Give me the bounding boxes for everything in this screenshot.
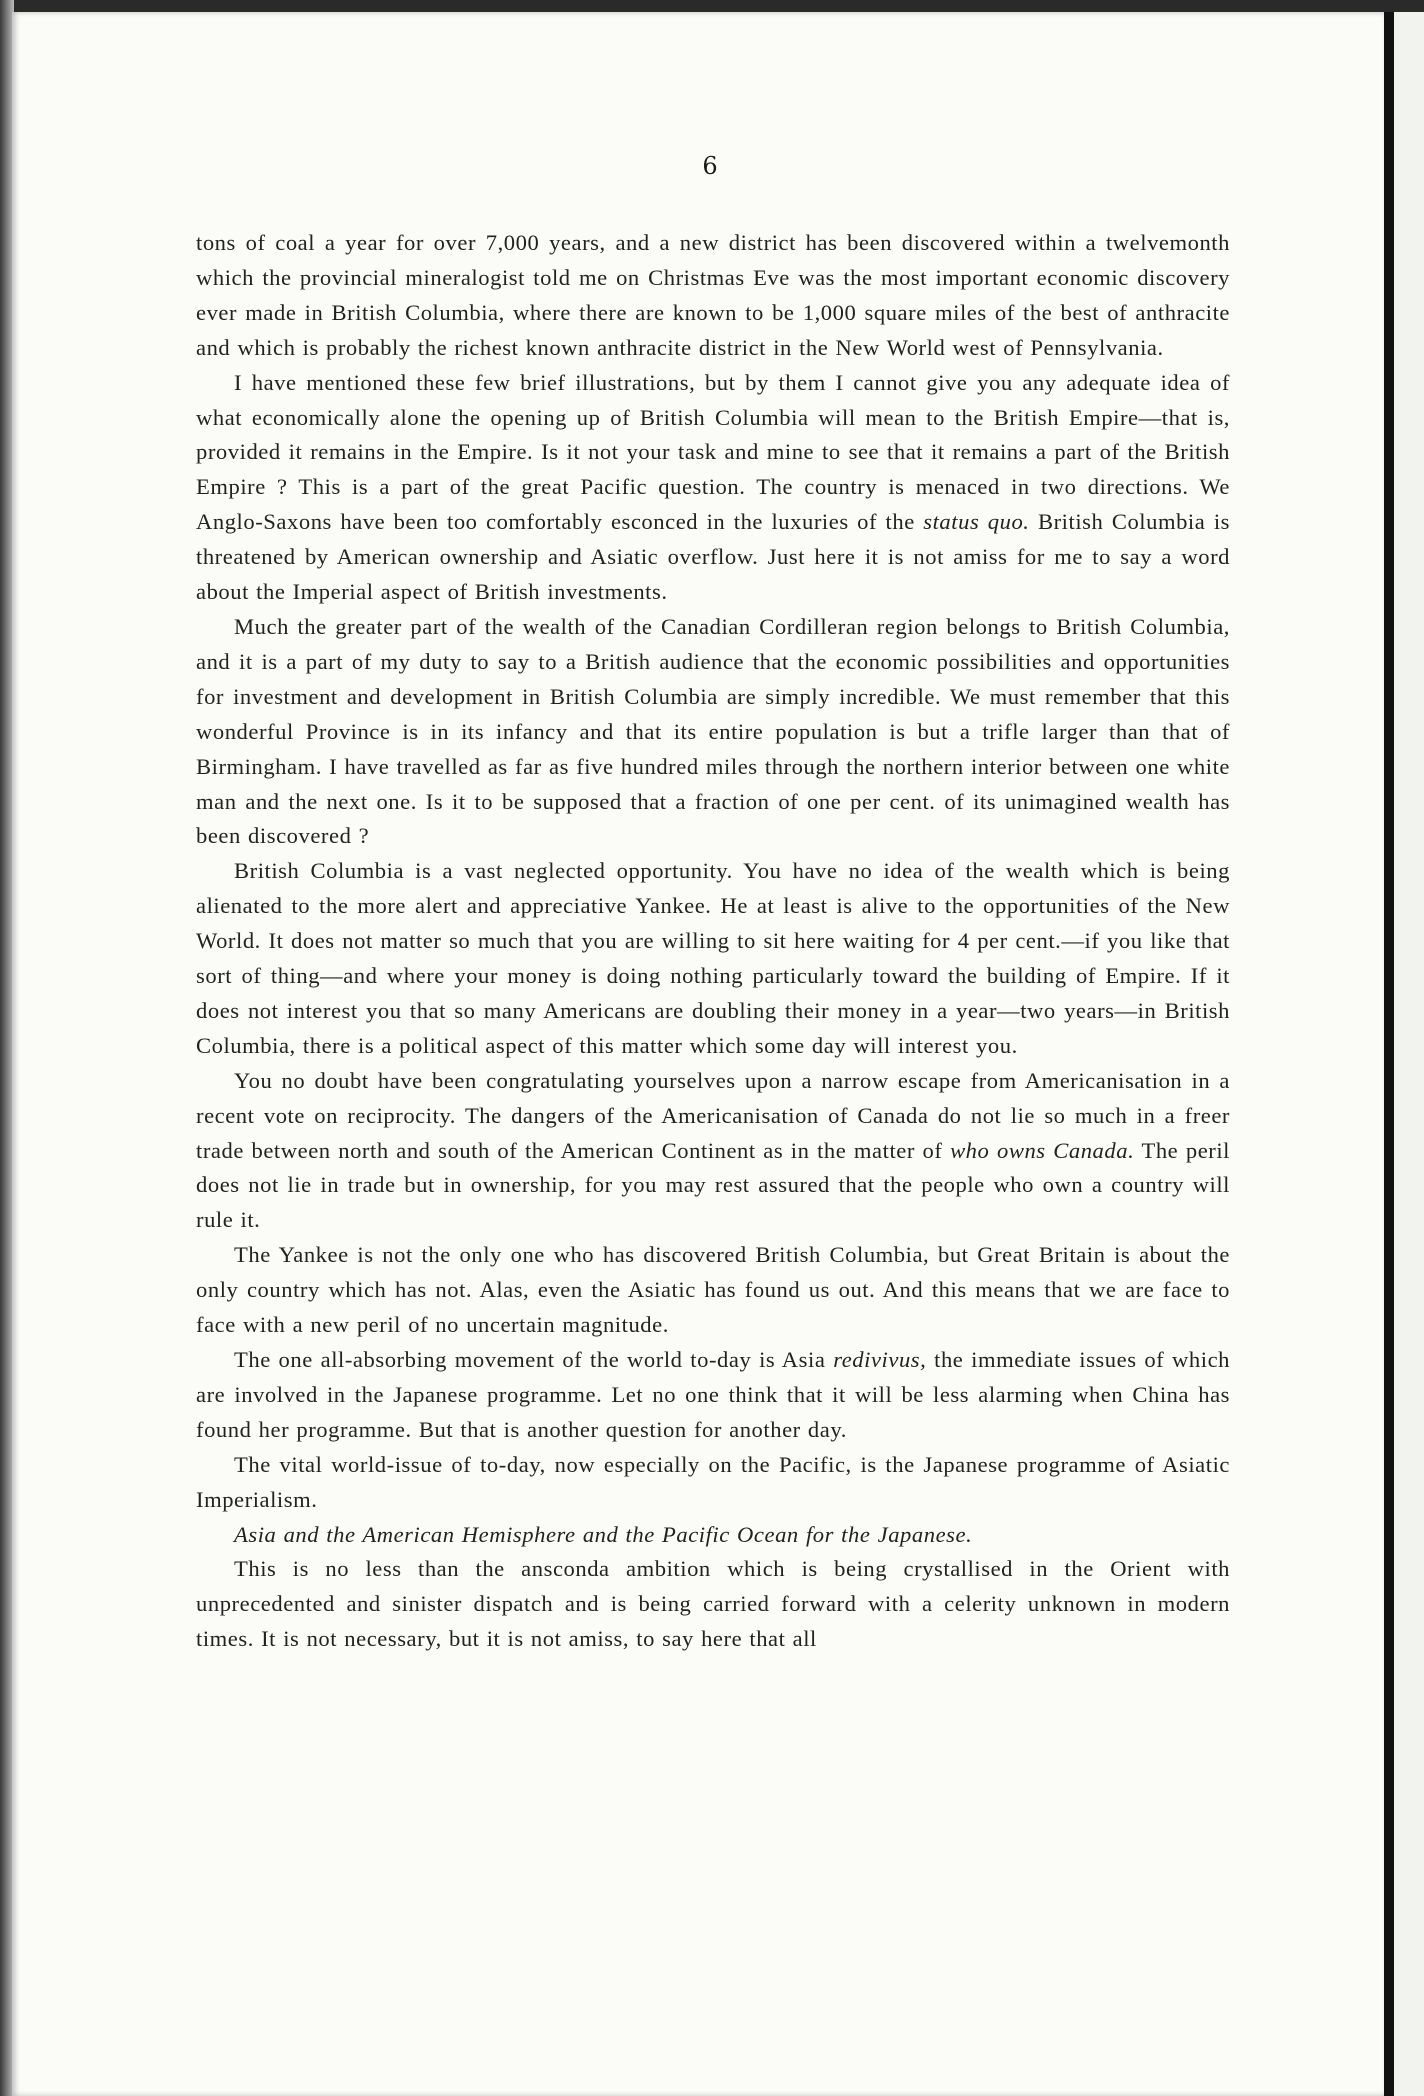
paragraph-text: The one all-absorbing movement of the world to-day is Asia — [234, 1347, 834, 1372]
page-gutter — [1384, 12, 1394, 2096]
paragraph-americanisation — [196, 1064, 1230, 1239]
paragraph-text: I have mentioned these few brief illustrations, but by them I cannot give you any adequate idea of what economically alone the opening up of British Columbia will mean to the British Empire—that is, provided it remains in the Empire. Is it not your task and mine to see that it remains a part of the British Empire ? This is a part of the great Pacific question. The country is menaced in two directions. We Anglo-Saxons have been too comfortably esconced in the luxuries of the — [196, 369, 1230, 535]
paragraph-yankee: The Yankee is not the only one who has discovered British Columbia, but Great Britain is about the only country which has not. Alas, even the Asiatic has found us out. And this means that we are face to face with a new peril of no uncertain magnitude. — [196, 1242, 1230, 1338]
paragraph-text: British Columbia is threatened by American ownership and Asiatic overflow. Just here it is not amiss for me to say a word about the Imperial aspect of British investments. — [196, 509, 1230, 605]
paragraph-world-issue: The vital world-issue of to-day, now especially on the Pacific, is the Japanese programme of Asiatic Imperialism. — [196, 1451, 1230, 1512]
paragraph-cordilleran-wealth: Much the greater part of the wealth of the Canadian Cordilleran region belongs to British Columbia, and it is a part of my duty to say to a British audience that the economic possibilities and opportunities for investment and development in British Columbia are simply incredible. We must remember that this wonderful Province is in its infancy and that its entire population is but a trifle larger than that of Birmingham. I have travelled as far as five hundred miles through the northern interior between one white man and the next one. Is it to be supposed that a fraction of one per cent. of its unimagined wealth has been discovered ? — [196, 613, 1230, 849]
body-text — [196, 226, 1230, 1657]
paragraph-text: the immediate issues of which are involved in the Japanese programme. Let no one think that it will be less alarming when China has found her programme. But that is another question for another day. — [196, 1347, 1230, 1442]
italic-phrase: redivivus, — [833, 1347, 927, 1372]
paragraph-asia-redivivus — [196, 1343, 1230, 1448]
paragraph-british-empire — [196, 366, 1230, 610]
page-number: 6 — [702, 152, 718, 180]
italic-slogan: Asia and the American Hemisphere and the Pacific Ocean for the Japanese. — [234, 1521, 973, 1547]
paragraph-neglected-opportunity: British Columbia is a vast neglected opportunity. You have no idea of the wealth which is being alienated to the more alert and appreciative Yankee. He at least is alive to the opportunities of the New World. It does not matter so much that you are willing to sit here waiting for 4 per cent.—if you like that sort of thing—and where your money is doing nothing particularly toward the building of Empire. If it does not interest you that so many Americans are doubling their money in a year—two years—in British Columbia, there is a political aspect of this matter which some day will interest you. — [196, 858, 1230, 1058]
paragraph-continuation: tons of coal a year for over 7,000 years, and a new district has been discovered within a twelvemonth which the provincial mineralogist told me on Christmas Eve was the most important economic discovery ever made in British Columbia, where there are known to be 1,000 square miles of the best of anthracite and which is probably the richest known anthracite district in the New World west of Pennsylvania. — [196, 230, 1230, 360]
italic-phrase: status quo. — [923, 509, 1030, 535]
italic-phrase: who owns Canada. — [950, 1137, 1135, 1163]
next-page-edge — [1394, 12, 1424, 2096]
paragraph-anaconda-ambition: This is no less than the ansconda ambition which is being crystallised in the Orient with unprecedented and sinister dispatch and is being carried forward with a celerity unknown in modern times. It is not necessary, but it is not amiss, to say here that all — [196, 1556, 1230, 1652]
paragraph-text: The peril does not lie in trade but in ownership, for you may rest assured that the people who own a country will rule it. — [196, 1137, 1230, 1233]
paragraph-text: You no doubt have been congratulating yourselves upon a narrow escape from Americanisation in a recent vote on reciprocity. The dangers of the Americanisation of Canada do not lie so much in a freer trade between north and south of the American Continent as in the matter of — [196, 1067, 1230, 1163]
